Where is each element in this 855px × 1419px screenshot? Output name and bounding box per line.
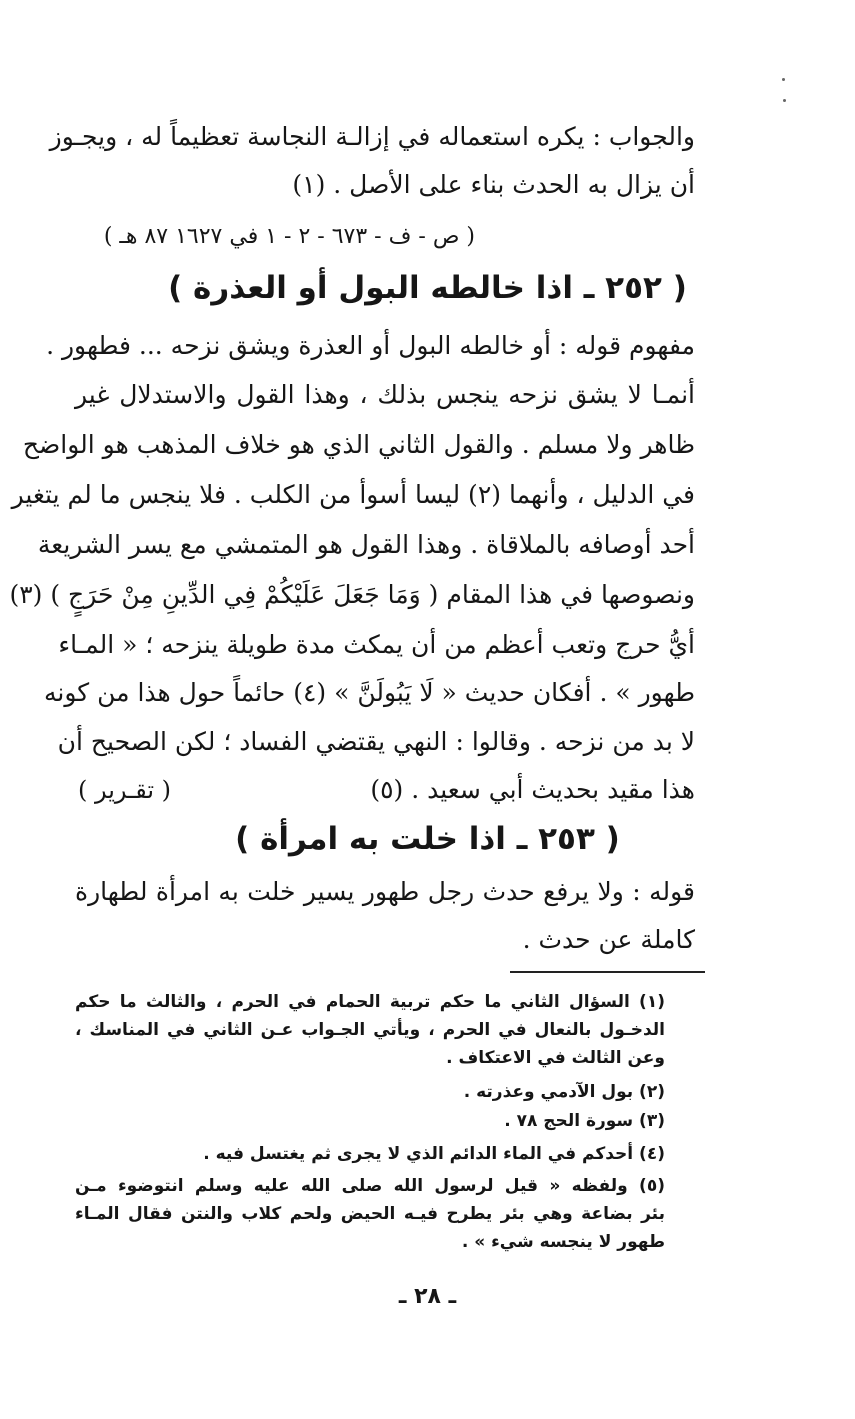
section-252-line: أيُّ حرج وتعب أعظم من أن يمكث مدة طويلة ينزحه ؛ « المـاء [58, 630, 695, 659]
section-252-line: أنمـا لا يشق نزحه ينجس بذلك ، وهذا القول والاستدلال غير [75, 380, 695, 409]
fatwa-reference: ( ص - ف - ٦٧٣ - ٢ - ١ في ١٦٢٧ ٨٧ هـ ) [103, 224, 475, 249]
footnote-1-line: وعن الثالث في الاعتكاف . [446, 1048, 665, 1068]
intro-line-1: والجواب : يكره استعماله في إزالـة النجاسة تعظيماً له ، ويجـوز [49, 122, 695, 151]
footnote-3: (٣) سورة الحج ٧٨ . [504, 1111, 665, 1131]
section-252-line: في الدليل ، وأنهما (٢) ليسا أسوأ من الكلب . فلا ينجس ما لم يتغير [11, 480, 695, 509]
page-number: ـ ٢٨ ـ [398, 1284, 457, 1309]
footnote-5-line: بئر بضاعة وهي بئر يطرح فيـه الحيض ولحم كلاب والنتن فقال المـاء [75, 1204, 665, 1224]
source-tag: ( تقـرير ) [78, 776, 171, 804]
intro-line-2: أن يزال به الحدث بناء على الأصل . (١) [292, 170, 695, 199]
footnote-1-line: الدخـول بالنعال في الحرم ، ويأتي الجـواب عـن الثاني في المناسك ، [75, 1020, 665, 1040]
footnote-5-line: طهور لا ينجسه شيء » . [461, 1232, 665, 1252]
section-252-line: طهور » . أفكان حديث « لَا يَبُولَنَّ » (٤) حائماً حول هذا من كونه [43, 678, 695, 707]
footnote-2: (٢) بول الآدمي وعذرته . [463, 1082, 665, 1102]
section-253-line: كاملة عن حدث . [522, 925, 695, 954]
footnote-separator [510, 971, 705, 973]
section-253-heading: ( ٢٥٣ ـ اذا خلت به امرأة ) [235, 821, 620, 857]
print-speck [783, 99, 786, 102]
section-252-line: هذا مقيد بحديث أبي سعيد . (٥) [370, 775, 695, 804]
section-252-line: لا بد من نزحه . وقالوا : النهي يقتضي الفساد ؛ لكن الصحيح أن [57, 727, 695, 756]
print-speck [782, 78, 785, 81]
section-253-line: قوله : ولا يرفع حدث رجل طهور يسير خلت به امرأة لطهارة [75, 877, 695, 906]
section-252-line: ونصوصها في هذا المقام ( وَمَا جَعَلَ عَلَيْكُمْ فِي الدِّينِ مِنْ حَرَجٍ ) (٣) [9, 580, 695, 609]
section-252-line: ظاهر ولا مسلم . والقول الثاني الذي هو خلاف المذهب هو الواضح [22, 430, 695, 459]
section-252-line: مفهوم قوله : أو خالطه البول أو العذرة ويشق نزحه ... فطهور . [46, 331, 695, 360]
section-252-line: أحد أوصافه بالملاقاة . وهذا القول هو المتمشي مع يسر الشريعة [37, 530, 695, 559]
footnote-1-line: (١) السؤال الثاني ما حكم تربية الحمام في الحرم ، والثالث ما حكم [75, 992, 665, 1012]
section-252-heading: ( ٢٥٢ ـ اذا خالطه البول أو العذرة ) [168, 270, 687, 306]
footnote-5-line: (٥) ولفظه « قيل لرسول الله صلى الله عليه وسلم انتوضوء مـن [75, 1176, 665, 1196]
footnote-4: (٤) أحدكم في الماء الدائم الذي لا يجرى ثم يغتسل فيه . [203, 1144, 665, 1164]
